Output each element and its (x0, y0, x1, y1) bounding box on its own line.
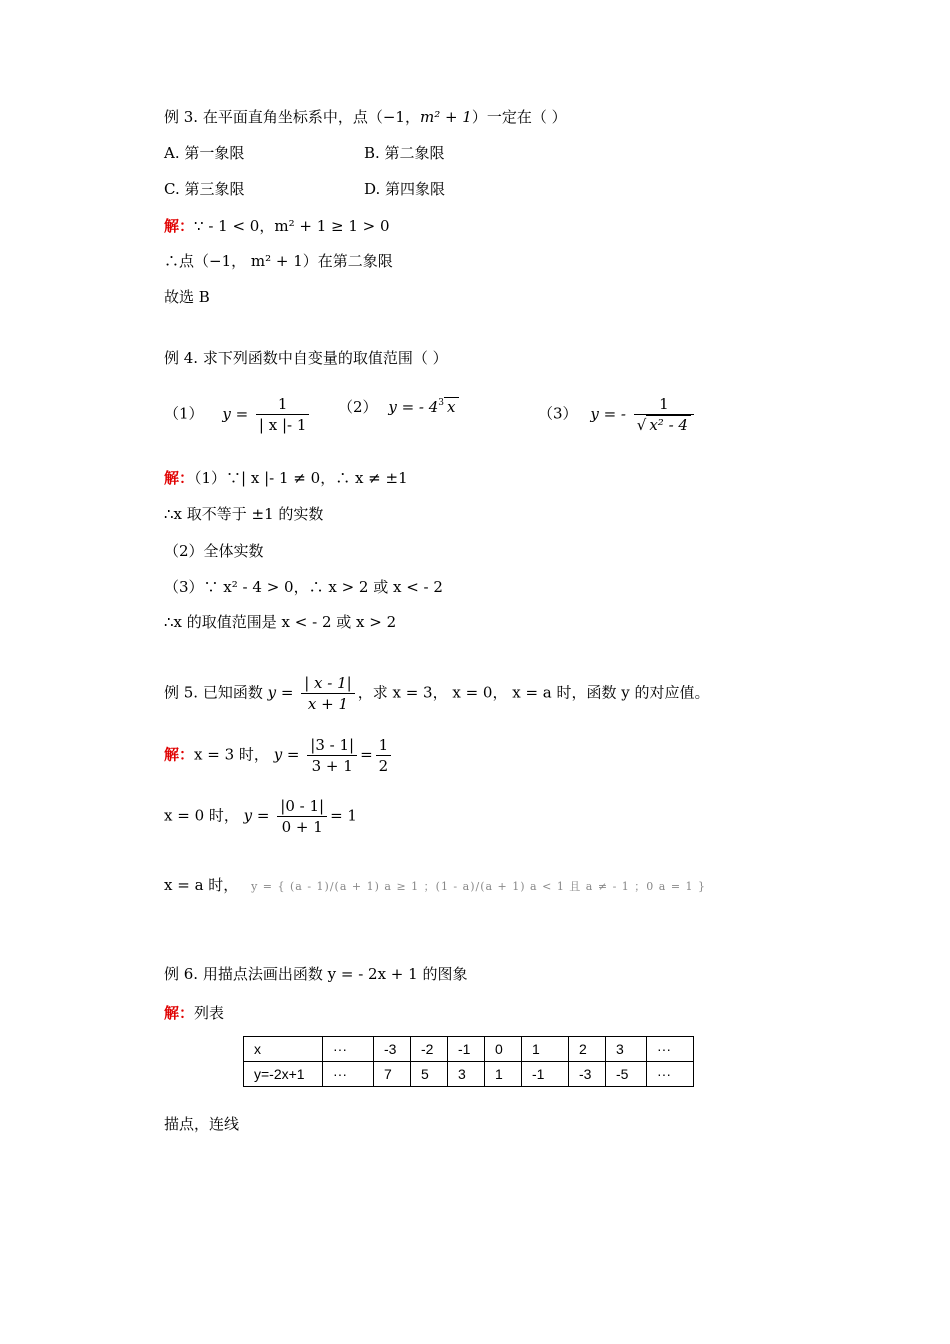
table-row (244, 1062, 694, 1087)
ex3-title (164, 107, 567, 127)
ex4-func3 (538, 394, 697, 435)
ex5-title (164, 673, 710, 714)
ex4-func1-denominator: | x |- 1 (258, 416, 307, 434)
ex5-case3-pre: x = a 时， (164, 876, 239, 894)
ex4-solution-line4: （3）∵ x² - 4 > 0，∴ x > 2 或 x < - 2 (164, 578, 443, 596)
ex4-solution-line1 (164, 468, 408, 488)
ex4-solution-text1: （1）∵| x |- 1 ≠ 0，∴ x ≠ ±1 (194, 469, 408, 487)
ex4-func1-label: （1） (164, 404, 204, 423)
ex5-title-post: ，求 x = 3， x = 0， x = a 时，函数 y 的对应值。 (357, 683, 710, 702)
ex5-case1-result (376, 735, 392, 776)
ex3-option-d: D. 第四象限 (364, 180, 446, 198)
ex4-func1 (164, 394, 312, 435)
table-cell: 3 (606, 1037, 647, 1062)
ex5-case3-piecewise: y = { (a - 1)/(a + 1) a ≥ 1 ；(1 - a)/(a + 1) a < 1 且 a ≠ - 1 ；0 a = 1 } (251, 880, 707, 893)
table-cell: -1 (448, 1037, 485, 1062)
ex3-title-end: ）一定在（ ） (471, 108, 567, 126)
ex4-solution-line3: （2）全体实数 (164, 542, 264, 560)
table-cell: ··· (647, 1037, 694, 1062)
ex5-case1-denominator: 3 + 1 (311, 757, 353, 775)
ex4-func2-expr: y = - 4 (388, 398, 439, 416)
values-table (243, 1036, 694, 1087)
ex4-func2-root-index: 3 (438, 398, 445, 408)
ex4-func3-lhs: y = - (590, 404, 626, 423)
ex3-option-a: A. 第一象限 (164, 144, 245, 162)
table-cell: -5 (606, 1062, 647, 1087)
ex4-func2-radicand: x (444, 397, 458, 416)
ex6-after-text: 描点，连线 (164, 1115, 240, 1133)
ex4-func2-label: （2） (338, 398, 378, 416)
table-cell: -1 (522, 1062, 569, 1087)
ex5-case1-fraction (307, 735, 357, 776)
table-cell: 2 (569, 1037, 606, 1062)
table-cell: -2 (411, 1037, 448, 1062)
table-cell: 3 (448, 1062, 485, 1087)
ex6-title: 例 6. 用描点法画出函数 y = - 2x + 1 的图象 (164, 965, 468, 983)
table-cell: 1 (522, 1037, 569, 1062)
table-cell: ··· (323, 1062, 374, 1087)
ex6-solution (164, 1003, 224, 1023)
ex3-title-expr: m² + 1 (419, 108, 472, 126)
ex4-func3-radicand: x² - 4 (646, 415, 691, 434)
ex4-func1-fraction (256, 394, 309, 435)
ex5-title-numerator: | x - 1| (301, 673, 354, 694)
table-cell: 0 (485, 1037, 522, 1062)
ex5-case1 (164, 735, 394, 776)
ex5-case2-pre: x = 0 时， (164, 806, 239, 825)
ex5-case3 (164, 875, 706, 897)
table-cell: x (244, 1037, 323, 1062)
ex5-case2-denominator: 0 + 1 (281, 818, 323, 836)
ex4-func3-numerator: 1 (634, 394, 694, 415)
ex5-title-lhs: y = (267, 683, 294, 702)
ex5-title-fraction (301, 673, 354, 714)
ex4-func1-numerator: 1 (256, 394, 309, 415)
table-cell: ··· (323, 1037, 374, 1062)
ex5-case2-numerator: |0 - 1| (277, 796, 327, 817)
ex5-case2 (164, 796, 357, 837)
ex5-case1-eq: = (360, 745, 373, 764)
ex4-func2 (338, 397, 459, 420)
ex5-case1-result-denominator: 2 (378, 757, 389, 775)
ex3-solution-label: 解： (164, 217, 195, 235)
ex3-solution-text1: ∵ - 1 < 0，m² + 1 ≥ 1 > 0 (194, 217, 390, 235)
table-cell: 5 (411, 1062, 448, 1087)
table-cell: -3 (569, 1062, 606, 1087)
ex4-solution-line5: ∴x 的取值范围是 x < - 2 或 x > 2 (164, 613, 397, 631)
ex3-option-b: B. 第二象限 (364, 144, 445, 162)
table-cell: 7 (374, 1062, 411, 1087)
ex4-func3-fraction (634, 394, 694, 435)
ex6-solution-text: 列表 (194, 1004, 225, 1022)
ex5-solution-label: 解： (164, 745, 195, 764)
ex4-func3-denominator: √ x² - 4 (634, 415, 694, 435)
ex4-solution-label: 解： (164, 469, 195, 487)
table-cell: -3 (374, 1037, 411, 1062)
ex3-solution-line3: 故选 B (164, 288, 210, 306)
ex5-title-pre: 例 5. 已知函数 (164, 683, 263, 702)
ex5-case1-pre: x = 3 时， (194, 745, 269, 764)
ex3-solution-line2: ∴点（−1， m² + 1）在第二象限 (164, 252, 393, 270)
ex6-solution-label: 解： (164, 1004, 195, 1022)
ex5-title-denominator: x + 1 (307, 695, 349, 713)
table-cell: ··· (647, 1062, 694, 1087)
ex5-case2-fraction (277, 796, 327, 837)
ex3-title-text: 例 3. 在平面直角坐标系中，点（−1， (164, 108, 420, 126)
ex5-case1-numerator: |3 - 1| (307, 735, 357, 756)
ex3-option-c: C. 第三象限 (164, 180, 245, 198)
ex5-case2-rhs: = 1 (330, 806, 357, 825)
ex4-solution-line2: ∴x 取不等于 ±1 的实数 (164, 505, 324, 523)
ex5-case1-result-numerator: 1 (376, 735, 392, 756)
ex4-title: 例 4. 求下列函数中自变量的取值范围（ ） (164, 349, 448, 367)
ex4-func1-lhs: y = (222, 404, 249, 423)
ex3-solution-line1 (164, 216, 390, 236)
ex5-case2-lhs: y = (243, 806, 270, 825)
table-cell: 1 (485, 1062, 522, 1087)
ex4-func3-label: （3） (538, 404, 578, 423)
table-row (244, 1037, 694, 1062)
table-cell: y=-2x+1 (244, 1062, 323, 1087)
ex5-case1-lhs: y = (273, 745, 300, 764)
